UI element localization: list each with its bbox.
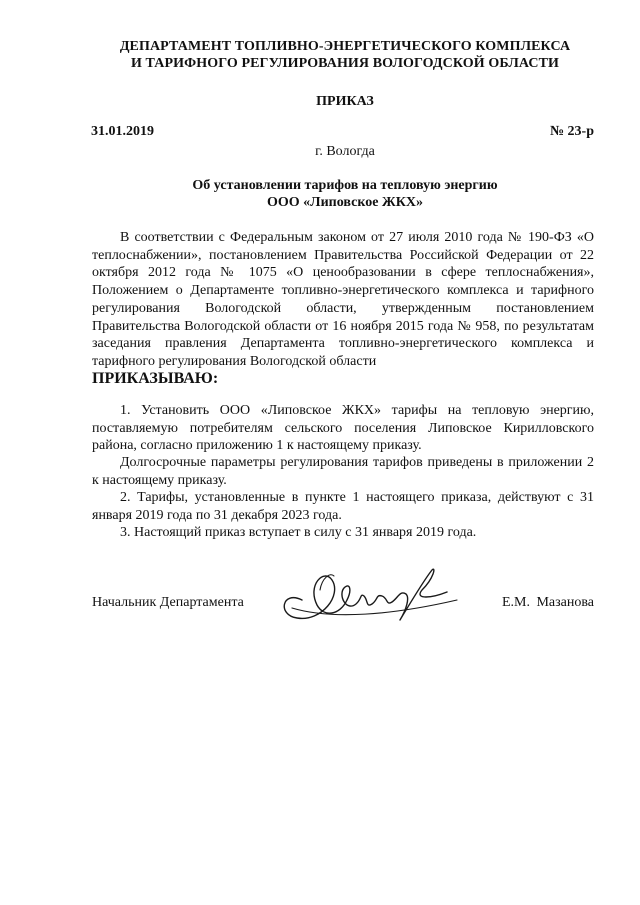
clause-1-parameters: Долгосрочные параметры регулирования тарифов приведены в приложении 2 к настоящему приказу. bbox=[92, 455, 594, 488]
order-date: 31.01.2019 bbox=[91, 124, 154, 139]
clause-3: 3. Настоящий приказ вступает в силу с 31 января 2019 года. bbox=[120, 525, 477, 540]
order-subject bbox=[80, 177, 610, 211]
subject-line-2: ООО «Липовское ЖКХ» bbox=[266, 195, 424, 210]
department-line-2: И ТАРИФНОГО РЕГУЛИРОВАНИЯ ВОЛОГОДСКОЙ ОБЛАСТИ bbox=[130, 56, 560, 71]
handwritten-signature bbox=[272, 560, 472, 630]
clause-2: 2. Тарифы, установленные в пункте 1 настоящего приказа, действуют с 31 января 2019 года по 31 декабря 2023 года. bbox=[92, 490, 594, 523]
order-city: г. Вологда bbox=[315, 144, 375, 159]
order-number: № 23-р bbox=[549, 124, 594, 139]
document-type: ПРИКАЗ bbox=[316, 94, 374, 109]
department-header bbox=[80, 38, 610, 72]
preamble-paragraph: В соответствии с Федеральным законом от 27 июля 2010 года № 190-ФЗ «О теплоснабжении», постановлением Правительства Российской Федерации от 22 октября 2012 года № 1075 «О ценообразовании в сфере теплоснабжения», Положением о Департаменте топливно-энергетического комплекса и тарифного регулирования Вологодской области, утвержденным постановлением Правительства Вологодской области от 16 ноября 2015 года № 958, по результатам заседания правления Департамента топливно-энергетического комплекса и тарифного регулирования Вологодской области bbox=[92, 230, 594, 369]
signer-position: Начальник Департамента bbox=[92, 595, 244, 610]
clause-1: 1. Установить ООО «Липовское ЖКХ» тарифы на тепловую энергию, поставляемую потребителям сельского поселения Липовское Кирилловского района, согласно приложению 1 к настоящему приказу. bbox=[92, 403, 594, 453]
signer-name: Е.М. Мазанова bbox=[501, 595, 594, 610]
subject-line-1: Об установлении тарифов на тепловую энергию bbox=[192, 178, 498, 193]
department-line-1: ДЕПАРТАМЕНТ ТОПЛИВНО-ЭНЕРГЕТИЧЕСКОГО КОМПЛЕКСА bbox=[119, 39, 571, 54]
decree-word: ПРИКАЗЫВАЮ: bbox=[92, 370, 219, 387]
